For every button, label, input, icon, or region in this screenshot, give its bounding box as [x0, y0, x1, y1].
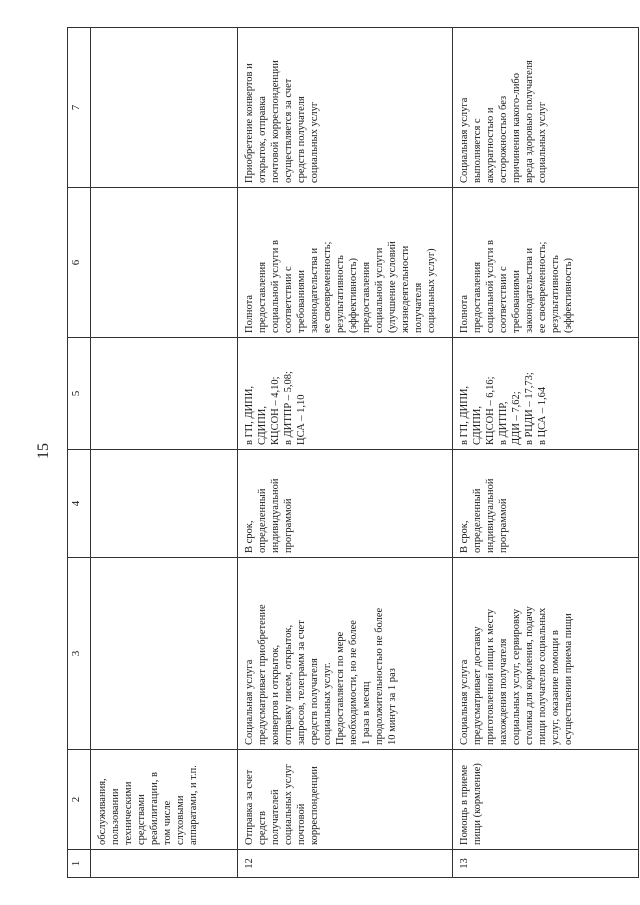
page-number: 15 — [35, 443, 52, 459]
cell-line: Отправка за счет — [244, 769, 255, 845]
cell-line: предоставления — [472, 261, 483, 333]
cell-line: столика для кормления, подачу — [524, 606, 535, 745]
service-quality — [453, 188, 639, 338]
service-tariff — [238, 338, 453, 450]
header-cell-5: 5 — [68, 338, 91, 450]
cell-line: предусматривает приобретение — [257, 604, 268, 745]
service-quality — [238, 188, 453, 338]
cell-line: КЦСОН – 4,10; — [270, 376, 281, 445]
cell-line: (улучшение условий — [387, 241, 398, 333]
service-name — [91, 750, 238, 850]
cell-line: Приобретение конвертов и — [244, 63, 255, 183]
cell-line: социальных услуг — [537, 101, 548, 183]
cell-line: получателей — [270, 789, 281, 845]
row-number: 12 — [238, 850, 453, 878]
row-number: 13 — [453, 850, 639, 878]
cell-line: пищи (кормление) — [472, 763, 483, 845]
cell-line: результативность — [335, 255, 346, 333]
cell-line: ДДИ – 7,62; — [511, 391, 522, 445]
cell-line: социальных услуг — [283, 763, 294, 845]
service-tariff — [453, 338, 639, 450]
cell-line: в ЦСА – 1,64 — [537, 386, 548, 445]
cell-line: реабилитации, в — [149, 772, 160, 845]
cell-line: в ДИТПР, — [498, 401, 509, 445]
cell-line: аппаратами, и т.п. — [188, 765, 199, 845]
cell-line: КЦСОН – 6,16; — [485, 376, 496, 445]
cell-line: В срок, — [244, 520, 255, 553]
cell-line: социальной услуги в — [270, 240, 281, 333]
cell-line: 1 раза в месяц — [361, 681, 372, 745]
cell-line: получателя — [413, 282, 424, 333]
cell-line: Помощь в приеме — [459, 764, 470, 845]
cell-line: осуществлении приема пищи — [563, 613, 574, 745]
services-table — [67, 27, 639, 878]
service-name — [453, 750, 639, 850]
service-description — [238, 558, 453, 750]
table-row — [91, 28, 238, 878]
cell-line: законодательства и — [524, 247, 535, 333]
cell-line: В срок, — [459, 520, 470, 553]
header-cell-1: 1 — [68, 850, 91, 878]
cell-line: почтовой — [296, 803, 307, 845]
cell-line: соответствии с — [283, 266, 294, 333]
rotated-table-wrapper — [67, 28, 622, 878]
service-conditions — [91, 28, 238, 188]
cell-line: конвертов и открыток, — [270, 644, 281, 745]
cell-line: жизнедеятельности — [400, 245, 411, 333]
cell-line: нахождения получателя — [498, 638, 509, 745]
cell-line: в ДИТПР – 5,08; — [283, 371, 294, 445]
service-tariff — [91, 338, 238, 450]
cell-line: (эффективность) — [563, 258, 574, 333]
cell-line: в ГП, ДИПИ, — [244, 385, 255, 445]
cell-line: осуществляется за счет — [283, 78, 294, 183]
table-row — [453, 28, 639, 878]
cell-line: предоставления — [257, 261, 268, 333]
cell-line: средствами — [136, 794, 147, 845]
header-cell-7: 7 — [68, 28, 91, 188]
cell-line: вреда здоровью получателя — [524, 60, 535, 183]
cell-line: (эффективность) — [348, 258, 359, 333]
cell-line: социальных услуг. — [322, 662, 333, 745]
cell-line: социальной услуги в — [485, 240, 496, 333]
cell-line: слуховыми — [175, 795, 186, 845]
header-row — [68, 28, 91, 878]
table-row — [238, 28, 453, 878]
row-number — [91, 850, 238, 878]
cell-line: социальной услуги — [374, 247, 385, 333]
cell-line: услуг, оказание помощи в — [550, 630, 561, 745]
service-description — [453, 558, 639, 750]
cell-line: СДИПИ, — [472, 405, 483, 445]
cell-line: Социальная услуга — [459, 659, 470, 745]
cell-line: требованиями — [511, 269, 522, 333]
cell-line: Полнота — [459, 294, 470, 333]
cell-line: в ГП, ДИПИ, — [459, 385, 470, 445]
cell-line: Социальная услуга — [459, 97, 470, 183]
cell-line: средств получателя — [296, 96, 307, 183]
cell-line: результативность — [550, 255, 561, 333]
service-description — [91, 558, 238, 750]
cell-line: соответствии с — [498, 266, 509, 333]
service-quality — [91, 188, 238, 338]
cell-line: определенный — [257, 488, 268, 553]
cell-line: техническими — [123, 781, 134, 845]
cell-line: аккуратностью и — [485, 107, 496, 183]
cell-line: программой — [498, 498, 509, 553]
cell-line: отправку писем, открыток, — [283, 624, 294, 745]
cell-line: ЦСА – 1,10 — [296, 394, 307, 445]
cell-line: запросов, телеграмм за счет — [296, 620, 307, 745]
cell-line: Социальная услуга — [244, 659, 255, 745]
service-name — [238, 750, 453, 850]
header-cell-4: 4 — [68, 450, 91, 558]
header-cell-3: 3 — [68, 558, 91, 750]
service-term — [453, 450, 639, 558]
cell-line: ее своевременность; — [322, 241, 333, 333]
cell-line: Предоставляется по мере — [335, 631, 346, 745]
header-cell-6: 6 — [68, 188, 91, 338]
cell-line: определенный — [472, 488, 483, 553]
cell-line: Полнота — [244, 294, 255, 333]
cell-line: индивидуальной — [485, 478, 496, 553]
cell-line: почтовой корреспонденции — [270, 60, 281, 183]
cell-line: требованиями — [296, 269, 307, 333]
cell-line: предусматривает доставку — [472, 626, 483, 745]
cell-line: средств получателя — [309, 658, 320, 745]
service-conditions — [238, 28, 453, 188]
cell-line: необходимости, но не более — [348, 620, 359, 745]
cell-line: средств — [257, 811, 268, 845]
cell-line: СДИПИ, — [257, 405, 268, 445]
cell-line: законодательства и — [309, 247, 320, 333]
cell-line: обслуживания, — [97, 778, 108, 845]
cell-line: социальных услуг) — [426, 248, 437, 333]
service-conditions — [453, 28, 639, 188]
cell-line: приготовленной пищи к месту — [485, 608, 496, 745]
cell-line: выполняется с — [472, 118, 483, 183]
cell-line: пищи получателю социальных — [537, 607, 548, 745]
cell-line: открыток, отправка — [257, 96, 268, 183]
cell-line: осторожностью без — [498, 95, 509, 183]
header-cell-2: 2 — [68, 750, 91, 850]
cell-line: пользовании — [110, 788, 121, 845]
cell-line: социальных услуг — [309, 101, 320, 183]
cell-line: 10 минут за 1 раз — [387, 668, 398, 745]
cell-line: социальных услуг, сервировку — [511, 608, 522, 745]
cell-line: причинения какого-либо — [511, 72, 522, 183]
service-term — [238, 450, 453, 558]
cell-line: продолжительностью не более — [374, 607, 385, 745]
cell-line: ее своевременность; — [537, 241, 548, 333]
service-term — [91, 450, 238, 558]
cell-line: корреспонденции — [309, 766, 320, 845]
cell-line: программой — [283, 498, 294, 553]
cell-line: в РЦДИ – 17,73; — [524, 372, 535, 445]
cell-line: индивидуальной — [270, 478, 281, 553]
cell-line: предоставления — [361, 261, 372, 333]
cell-line: том числе — [162, 800, 173, 845]
